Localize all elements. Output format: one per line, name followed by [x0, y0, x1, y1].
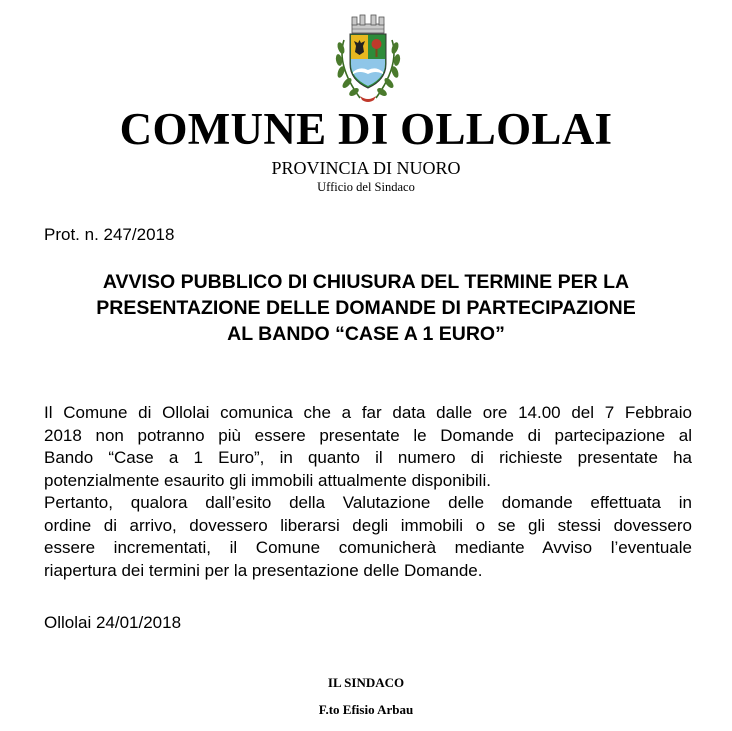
body-line: potenzialmente esaurito gli immobili attualmente disponibili. [44, 470, 491, 490]
notice-title [40, 269, 692, 347]
body-line: Pertanto, qualora dall’esito della Valutazione delle domande effettuata in [44, 493, 692, 512]
body-line: riapertura dei termini per la presentazione delle Domande. [44, 560, 483, 580]
notice-title-line: AL BANDO “CASE A 1 EURO” [227, 323, 505, 345]
notice-body [44, 402, 692, 582]
notice-title-line: AVVISO PUBBLICO DI CHIUSURA DEL TERMINE PER LA [102, 271, 630, 293]
protocol-number: Prot. n. 247/2018 [44, 225, 175, 244]
body-line: ordine di arrivo, dovessero liberarsi degli immobili o se gli stessi dovessero [44, 515, 692, 535]
place-date: Ollolai 24/01/2018 [44, 613, 182, 632]
signature-role: IL SINDACO [327, 675, 405, 690]
office-label: Ufficio del Sindaco [317, 180, 415, 194]
province-label: PROVINCIA DI NUORO [271, 158, 461, 178]
body-line: 2018 non potranno più essere presentate le Domande di partecipazione al [44, 425, 692, 445]
shield-icon [350, 34, 386, 88]
crown-icon [352, 15, 384, 33]
municipal-coat-of-arms-icon [330, 10, 406, 106]
body-line: Il Comune di Ollolai comunica che a far data dalle ore 14.00 del 7 Febbraio [44, 403, 692, 422]
body-line: Bando “Case a 1 Euro”, in quanto il numero di richieste presentate ha [44, 448, 692, 467]
signature-name: F.to Efisio Arbau [318, 702, 414, 717]
notice-title-line: PRESENTAZIONE DELLE DOMANDE DI PARTECIPAZIONE [96, 297, 636, 319]
body-line: essere incrementati, il Comune comunicherà mediante Avviso l’eventuale [44, 538, 692, 557]
municipality-title: COMUNE DI OLLOLAI [119, 104, 613, 154]
